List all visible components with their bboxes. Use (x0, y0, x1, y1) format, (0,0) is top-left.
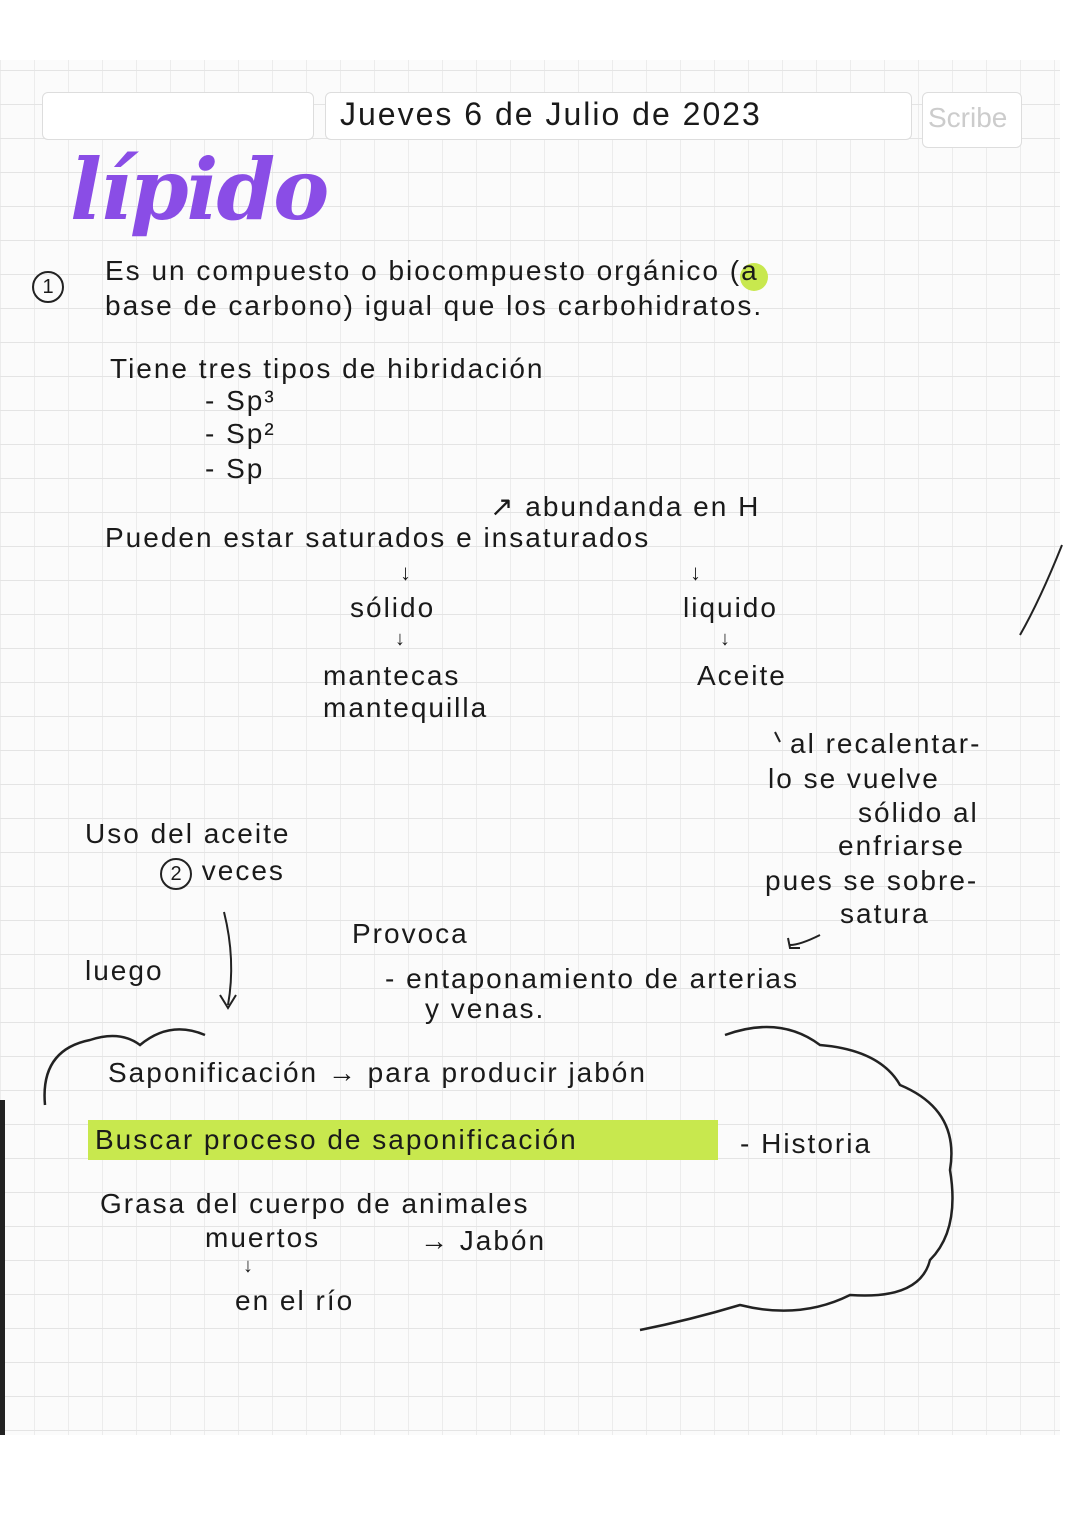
liquid-example: Aceite (697, 660, 787, 691)
jabon-label: → Jabón (420, 1225, 547, 1256)
hybrid-intro: Tiene tres tipos de hibridación (110, 353, 545, 384)
reheat-6: satura (840, 898, 930, 929)
rio-label: en el río (235, 1285, 355, 1316)
muertos-label: muertos (205, 1222, 321, 1253)
header-blank-box (42, 92, 314, 140)
reheat-5: pues se sobre- (765, 865, 979, 896)
provoca-label: Provoca (352, 918, 469, 949)
arrow-down-icon: ↓ (395, 628, 407, 650)
circled-number: 2 (160, 858, 192, 890)
times-line (160, 855, 285, 890)
arrow-down-icon: ↓ (720, 628, 732, 650)
reheat-4: enfriarse (838, 830, 965, 861)
arrow-down-icon: ↓ (243, 1255, 255, 1277)
line-1: Es un compuesto o biocompuesto orgánico (a (105, 255, 759, 286)
reheat-2: lo se vuelve (768, 763, 940, 794)
liquid-label: liquido (683, 592, 778, 623)
hybrid-sp2: - Sp² (205, 418, 276, 449)
uso-line: Uso del aceite (85, 818, 291, 849)
solid-label: sólido (350, 592, 436, 623)
grasa-line: Grasa del cuerpo de animales (100, 1188, 530, 1219)
page-edge (0, 1100, 5, 1435)
arrow-down-icon: ↓ (690, 560, 703, 585)
solid-example-1: mantecas (323, 660, 461, 691)
arrow-down-icon: ↓ (400, 560, 413, 585)
task-line: Buscar proceso de saponificación (95, 1124, 578, 1155)
times-label: veces (201, 855, 285, 886)
reheat-3: sólido al (858, 797, 979, 828)
circled-number: 1 (32, 271, 64, 303)
abundance-note: ↗ abundanda en H (490, 491, 761, 522)
task-suffix: - Historia (740, 1128, 873, 1159)
reheat-1: al recalentar- (790, 728, 982, 759)
effect-1: - entaponamiento de arterias (385, 963, 799, 994)
brand-logo: Scribe (928, 102, 1008, 133)
item-number-1 (32, 268, 64, 303)
solid-example-2: mantequilla (323, 692, 489, 723)
luego-label: luego (85, 955, 164, 986)
line-2: base de carbono) igual que los carbohidratos. (105, 290, 764, 321)
saponification-line: Saponificación → para producir jabón (108, 1057, 647, 1088)
effect-2: y venas. (425, 993, 546, 1024)
hybrid-sp: - Sp (205, 453, 265, 484)
date: Jueves 6 de Julio de 2023 (340, 96, 762, 132)
hybrid-sp3: - Sp³ (205, 385, 276, 416)
states-line: Pueden estar saturados e insaturados (105, 522, 651, 553)
page-title: lípido (70, 140, 328, 239)
